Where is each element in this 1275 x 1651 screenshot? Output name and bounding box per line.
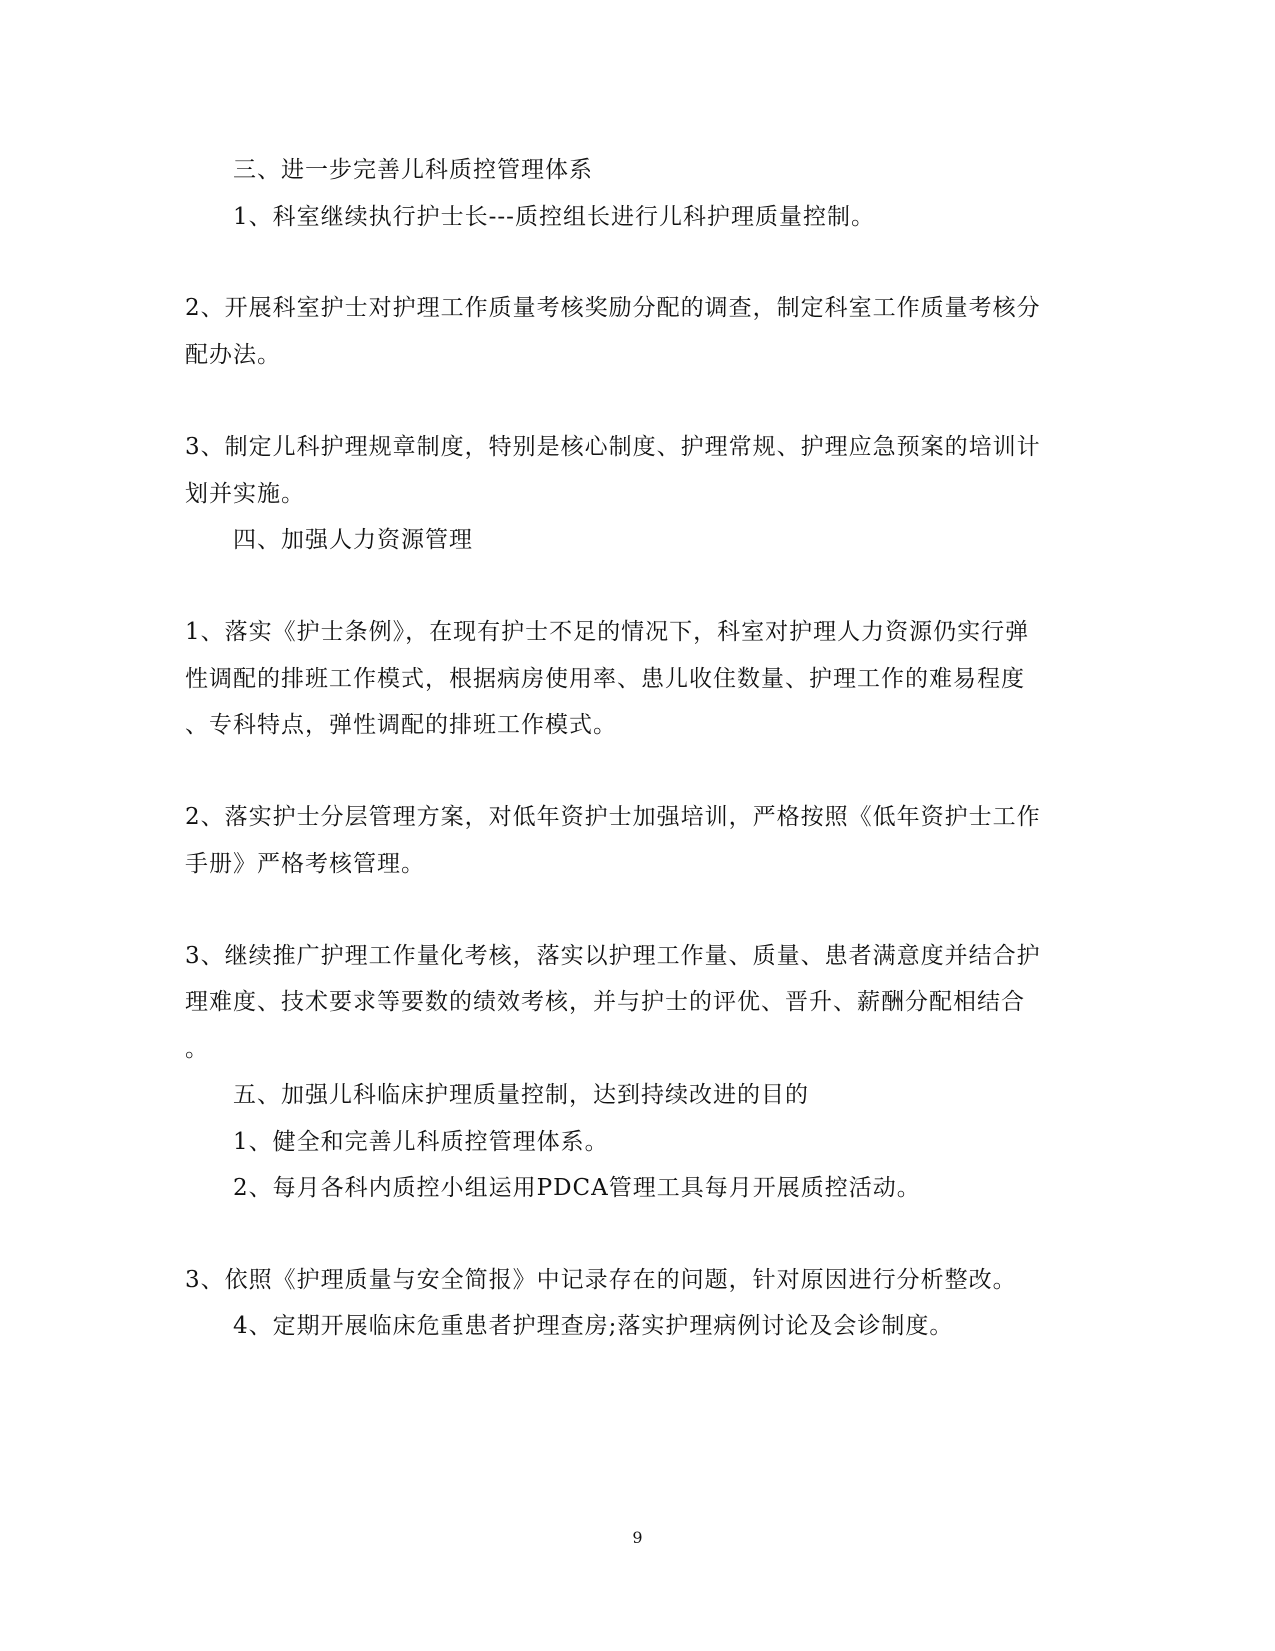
paragraph-line: 理难度、技术要求等要数的绩效考核，并与护士的评优、晋升、薪酬分配相结合 xyxy=(185,989,1025,1015)
paragraph-line: 3、继续推广护理工作量化考核，落实以护理工作量、质量、患者满意度并结合护 xyxy=(185,943,1041,969)
paragraph-line: 2、每月各科内质控小组运用PDCA管理工具每月开展质控活动。 xyxy=(233,1175,921,1201)
page-number: 9 xyxy=(632,1528,643,1547)
paragraph-line: 4、定期开展临床危重患者护理查房;落实护理病例讨论及会诊制度。 xyxy=(233,1313,954,1339)
paragraph-line: 划并实施。 xyxy=(185,481,305,507)
section-heading-3: 三、进一步完善儿科质控管理体系 xyxy=(233,157,593,183)
paragraph-line: 2、开展科室护士对护理工作质量考核奖励分配的调查，制定科室工作质量考核分 xyxy=(185,295,1041,321)
paragraph-line: 1、落实《护士条例》，在现有护士不足的情况下，科室对护理人力资源仍实行弹 xyxy=(185,619,1030,645)
paragraph-line: 3、制定儿科护理规章制度，特别是核心制度、护理常规、护理应急预案的培训计 xyxy=(185,434,1041,460)
section-heading-5: 五、加强儿科临床护理质量控制，达到持续改进的目的 xyxy=(233,1082,809,1108)
paragraph-line: 1、科室继续执行护士长---质控组长进行儿科护理质量控制。 xyxy=(233,204,875,230)
paragraph-line: 配办法。 xyxy=(185,342,281,368)
section-heading-4: 四、加强人力资源管理 xyxy=(233,527,473,553)
paragraph-line: 、专科特点，弹性调配的排班工作模式。 xyxy=(185,712,617,738)
paragraph-line: 3、依照《护理质量与安全简报》中记录存在的问题，针对原因进行分析整改。 xyxy=(185,1267,1017,1293)
paragraph-line: 。 xyxy=(185,1036,209,1062)
paragraph-line: 性调配的排班工作模式，根据病房使用率、患儿收住数量、护理工作的难易程度 xyxy=(185,666,1025,692)
paragraph-line: 手册》严格考核管理。 xyxy=(185,851,425,877)
paragraph-line: 2、落实护士分层管理方案，对低年资护士加强培训，严格按照《低年资护士工作 xyxy=(185,804,1041,830)
paragraph-line: 1、健全和完善儿科质控管理体系。 xyxy=(233,1129,609,1155)
